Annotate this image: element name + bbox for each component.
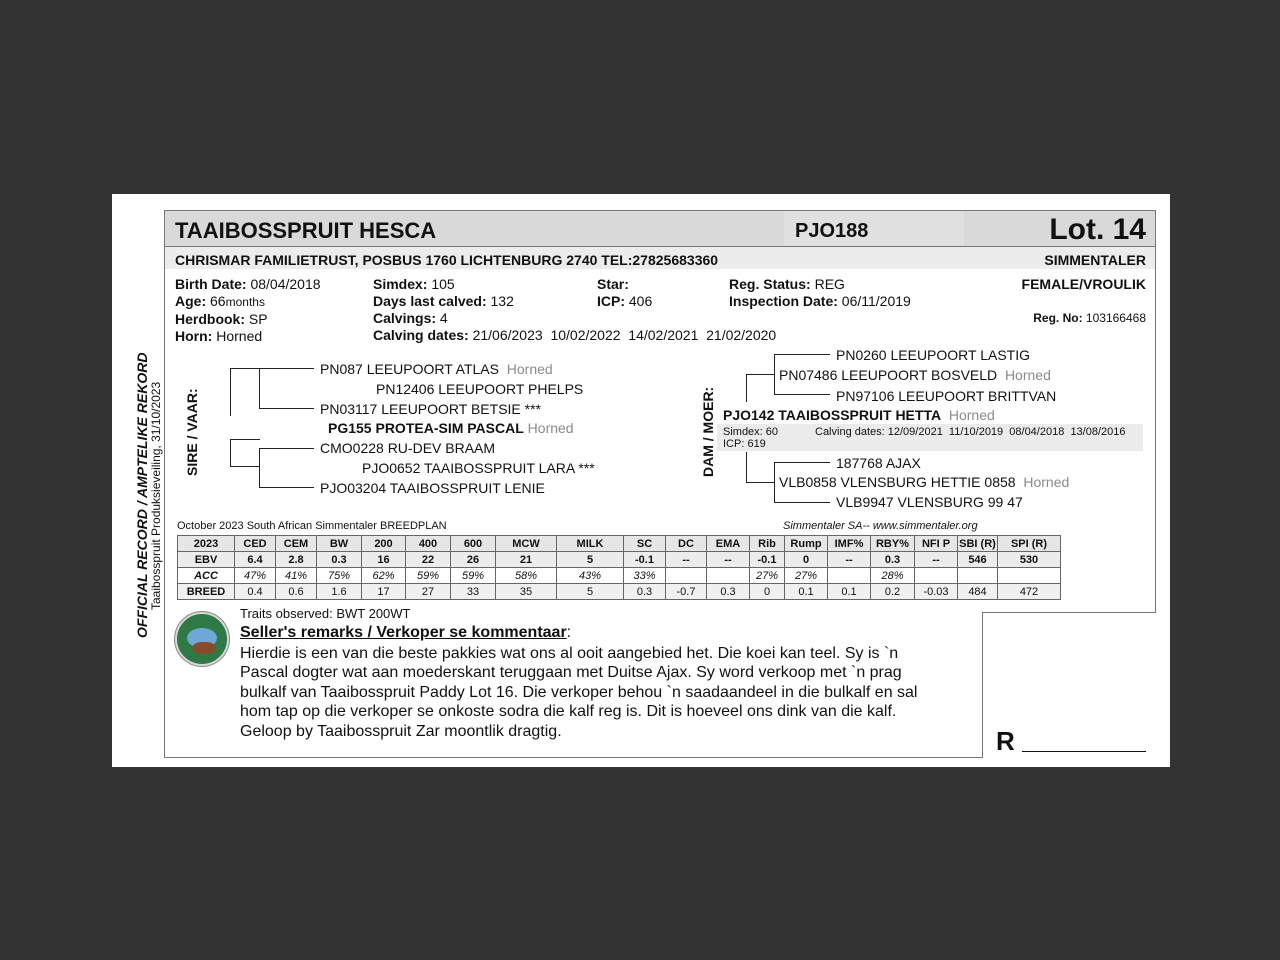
ebv-cell: 35 — [496, 584, 557, 600]
remarks-line: hom tap op die verkoper se onkoste sodra die kalf reg is. Dit is hoeveel ons dink van die kalf. — [240, 703, 897, 721]
ebv-cell: -0.7 — [666, 584, 707, 600]
ebv-cell: 62% — [362, 568, 406, 584]
ebv-cell — [828, 568, 871, 584]
society-logo-icon — [175, 612, 229, 666]
ebv-cell: 0.1 — [785, 584, 828, 600]
ebv-cell: 0.3 — [317, 552, 362, 568]
sire-dam: PJO0652 TAAIBOSSPRUIT LARA *** — [362, 460, 595, 476]
remarks-line: Pascal dogter wat aan moederskant teruggaan met Duitse Ajax. Sy word verkoop met `n prag — [240, 664, 902, 682]
calving-dates: 21/06/2023 10/02/2022 14/02/2021 21/02/2020 — [472, 327, 777, 343]
reg-status: REG — [814, 276, 845, 292]
details-col-1: Birth Date: 08/04/2018 Age: 66months Herdbook: SP Horn: Horned — [175, 276, 321, 344]
sire-dam-sire: CMO0228 RU-DEV BRAAM — [320, 440, 496, 456]
ebv-cell: 75% — [317, 568, 362, 584]
dam-calving-dates: Calving dates: 12/09/2021 11/10/2019 08/04/2018 13/08/2016 — [815, 426, 1126, 438]
ebv-header-cell: NFI P — [915, 536, 958, 552]
ebv-cell: -0.1 — [624, 552, 666, 568]
official-record-label: OFFICIAL RECORD / AMPTELIKE REKORD — [134, 352, 150, 638]
dam-sire-sire: PN0260 LEEUPOORT LASTIG — [836, 347, 1031, 363]
ebv-cell: 530 — [998, 552, 1061, 568]
ebv-cell: 43% — [557, 568, 624, 584]
ebv-cell: ACC — [178, 568, 235, 584]
sire-label: SIRE / VAAR: — [184, 388, 200, 476]
dam-dam: VLB0858 VLENSBURG HETTIE 0858 Horned — [779, 474, 1070, 490]
dam-sire-dam: PN97106 LEEUPOORT BRITTVAN — [836, 388, 1057, 404]
ebv-cell: 546 — [958, 552, 998, 568]
ebv-header-cell: Rib — [750, 536, 785, 552]
ebv-cell: 472 — [998, 584, 1061, 600]
ebv-cell: 0.3 — [707, 584, 750, 600]
ebv-header-cell: RBY% — [871, 536, 915, 552]
ebv-cell: 1.6 — [317, 584, 362, 600]
herdbook: SP — [248, 311, 268, 327]
ebv-header-cell: CED — [235, 536, 276, 552]
ebv-cell: 0 — [750, 584, 785, 600]
animal-name: TAAIBOSSPRUIT HESCA — [175, 218, 437, 243]
dam-icp: ICP: 619 — [723, 438, 766, 450]
ebv-cell: -- — [707, 552, 750, 568]
details-col-3: Star: ICP: 406 — [597, 276, 653, 309]
ebv-header-cell: 200 — [362, 536, 406, 552]
ebv-cell: 33 — [451, 584, 496, 600]
id-code: PJO188 — [795, 220, 869, 242]
remarks-body — [240, 644, 917, 741]
ebv-cell: 59% — [451, 568, 496, 584]
ebv-cell: 0 — [785, 552, 828, 568]
ebv-header-cell: EMA — [707, 536, 750, 552]
sire-sire: PN12406 LEEUPOORT PHELPS — [376, 381, 584, 397]
remarks-title: Seller's remarks / Verkoper se kommentaar: — [240, 624, 572, 641]
ebv-cell: 0.3 — [624, 584, 666, 600]
sire-dam-dam: PJO03204 TAAIBOSSPRUIT LENIE — [320, 480, 545, 496]
ebv-cell: 0.2 — [871, 584, 915, 600]
ebv-cell: -- — [915, 552, 958, 568]
breed-name: SIMMENTALER — [1044, 252, 1146, 268]
dam-dam-sire: 187768 AJAX — [836, 455, 921, 471]
ebv-header-cell: IMF% — [828, 536, 871, 552]
breedplan-caption: October 2023 South African Simmentaler BREEDPLAN — [177, 520, 447, 532]
ebv-cell: -- — [666, 552, 707, 568]
remarks-line: bulkalf van Taaibosspruit Paddy Lot 16. Die verkoper behou `n saadaandeel in die bulkalf en sal — [240, 683, 918, 701]
ebv-cell: 22 — [406, 552, 451, 568]
birth-date: 08/04/2018 — [250, 276, 321, 292]
ebv-cell — [666, 568, 707, 584]
ebv-cell: 26 — [451, 552, 496, 568]
horn: Horned — [216, 328, 263, 344]
ebv-cell: 16 — [362, 552, 406, 568]
dam-sire: PN07486 LEEUPOORT BOSVELD Horned — [779, 367, 1051, 383]
ebv-cell — [915, 568, 958, 584]
ebv-header-cell: DC — [666, 536, 707, 552]
calvings: 4 — [439, 310, 448, 326]
remarks-line: Geloop by Taaibosspruit Zar moontlik dragtig. — [240, 722, 562, 740]
inspection-date: 06/11/2019 — [841, 293, 911, 309]
ebv-cell: 0.3 — [871, 552, 915, 568]
ebv-cell: EBV — [178, 552, 235, 568]
reg-no: Reg. No: 103166468 — [1033, 311, 1146, 325]
traits-observed: Traits observed: BWT 200WT — [240, 606, 411, 621]
simdex: 105 — [431, 276, 455, 292]
ebv-header-cell: MILK — [557, 536, 624, 552]
ebv-header-cell: SPI (R) — [998, 536, 1061, 552]
sire-sire-sire: PN087 LEEUPOORT ATLAS Horned — [320, 361, 553, 377]
sire-sire-dam: PN03117 LEEUPOORT BETSIE *** — [320, 401, 541, 417]
ebv-cell: 28% — [871, 568, 915, 584]
ebv-cell: 27 — [406, 584, 451, 600]
ebv-cell: 6.4 — [235, 552, 276, 568]
ebv-cell: 0.1 — [828, 584, 871, 600]
ebv-table — [177, 535, 1061, 600]
lot-card — [112, 194, 1170, 767]
ebv-cell: 27% — [785, 568, 828, 584]
ebv-cell: 17 — [362, 584, 406, 600]
dam: PJO142 TAAIBOSSPRUIT HETTA Horned — [723, 407, 995, 423]
ebv-cell — [998, 568, 1061, 584]
ebv-cell — [958, 568, 998, 584]
sale-label: Taaibosspruit Produksieveiling, 31/10/2023 — [149, 381, 163, 610]
ebv-cell: 2.8 — [276, 552, 317, 568]
dam-dam-dam: VLB9947 VLENSBURG 99 47 — [836, 494, 1023, 510]
ebv-cell: 59% — [406, 568, 451, 584]
ebv-cell: -0.03 — [915, 584, 958, 600]
ebv-cell: 0.4 — [235, 584, 276, 600]
ebv-row — [178, 584, 1061, 600]
ebv-header-cell: 2023 — [178, 536, 235, 552]
ebv-row — [178, 552, 1061, 568]
ebv-cell: 5 — [557, 584, 624, 600]
details-col-2: Simdex: 105 Days last calved: 132 Calvings: 4 Calving dates: 21/06/2023 10/02/2022 14/02/2021 21/02/2020 — [373, 276, 777, 343]
ebv-cell: 21 — [496, 552, 557, 568]
breedplan-source: Simmentaler SA-- www.simmentaler.org — [783, 520, 978, 532]
dam-label: DAM / MOER: — [700, 386, 716, 477]
lot-number: Lot. 14 — [1049, 213, 1146, 246]
ebv-header-cell: CEM — [276, 536, 317, 552]
dam-simdex: Simdex: 60 — [723, 426, 779, 438]
ebv-cell: -- — [828, 552, 871, 568]
owner-info: CHRISMAR FAMILIETRUST, POSBUS 1760 LICHTENBURG 2740 TEL:27825683360 — [175, 252, 719, 268]
ebv-cell: 5 — [557, 552, 624, 568]
days-last-calved: 132 — [490, 293, 514, 309]
ebv-header-cell: 400 — [406, 536, 451, 552]
ebv-cell: 484 — [958, 584, 998, 600]
ebv-header-cell: MCW — [496, 536, 557, 552]
price-line — [1022, 751, 1146, 752]
ebv-header-cell: 600 — [451, 536, 496, 552]
ebv-cell: 33% — [624, 568, 666, 584]
ebv-cell: 0.6 — [276, 584, 317, 600]
ebv-cell: 47% — [235, 568, 276, 584]
ebv-header-cell: SC — [624, 536, 666, 552]
ebv-header-cell: SBI (R) — [959, 537, 996, 550]
sex: FEMALE/VROULIK — [1021, 276, 1146, 292]
age: 66 — [210, 293, 226, 309]
details-col-4: Reg. Status: REG Inspection Date: 06/11/2019 — [729, 276, 911, 309]
ebv-header-cell: Rump — [785, 536, 828, 552]
sire: PG155 PROTEA-SIM PASCAL Horned — [328, 420, 574, 436]
ebv-cell: BREED — [178, 584, 235, 600]
ebv-cell: -0.1 — [750, 552, 785, 568]
icp: 406 — [628, 293, 653, 309]
ebv-header-row — [178, 536, 1061, 552]
ebv-row — [178, 568, 1061, 584]
ebv-cell: 41% — [276, 568, 317, 584]
ebv-cell — [707, 568, 750, 584]
price-label: R — [996, 726, 1015, 756]
remarks-line: Hierdie is een van die beste pakkies wat ons al ooit aangebied het. Die koei kan teel. Sy is `n — [240, 645, 899, 662]
ebv-cell: 27% — [750, 568, 785, 584]
ebv-header-cell: BW — [317, 536, 362, 552]
ebv-cell: 58% — [496, 568, 557, 584]
